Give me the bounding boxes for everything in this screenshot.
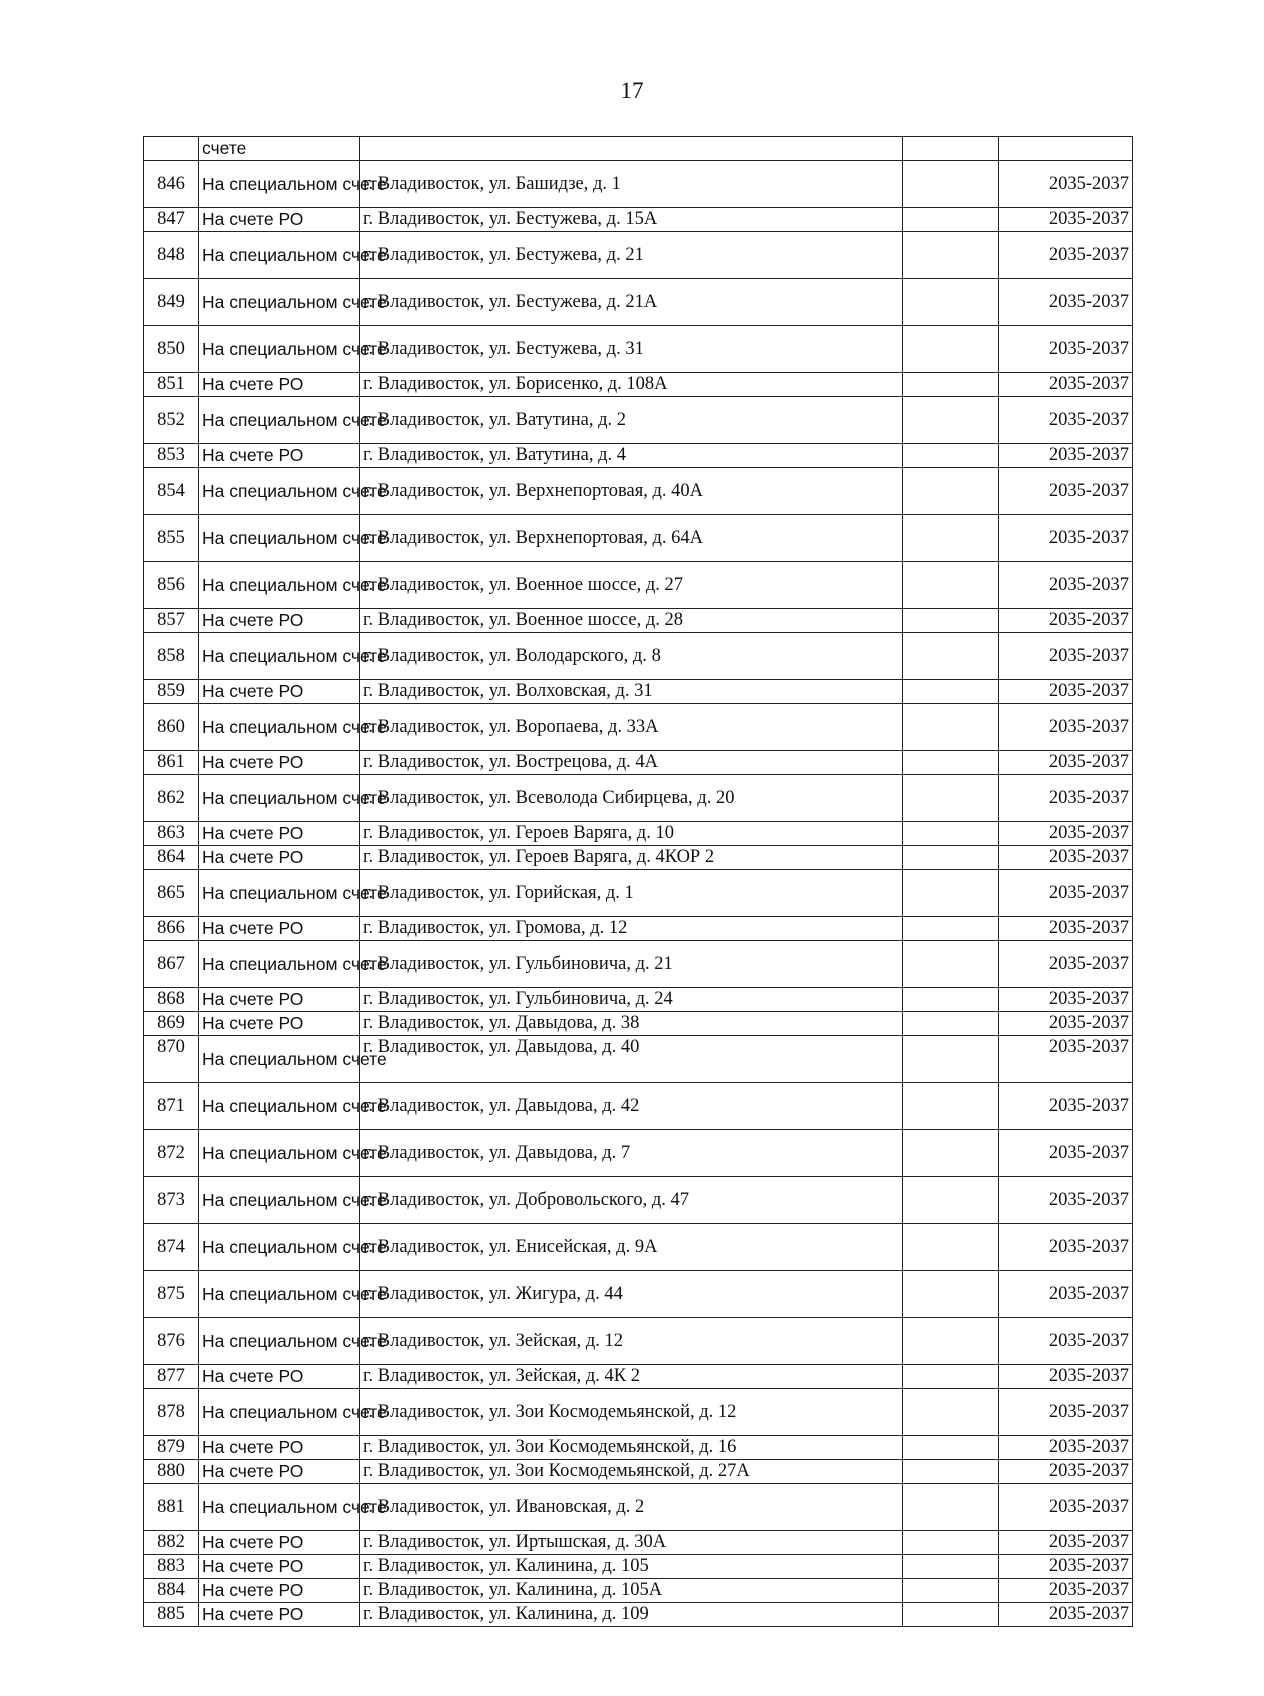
period: 2035-2037 bbox=[999, 1012, 1133, 1036]
table-row bbox=[144, 680, 1133, 704]
row-number: 846 bbox=[144, 161, 199, 208]
empty-cell bbox=[903, 468, 999, 515]
row-number: 883 bbox=[144, 1555, 199, 1579]
account-type: На счете РО bbox=[199, 917, 360, 941]
account-type: На специальном счете bbox=[199, 870, 360, 917]
empty-cell bbox=[903, 870, 999, 917]
table-row bbox=[144, 1271, 1133, 1318]
account-type: На специальном счете bbox=[199, 279, 360, 326]
account-type: На специальном счете bbox=[199, 1389, 360, 1436]
address: г. Владивосток, ул. Калинина, д. 109 bbox=[360, 1603, 903, 1627]
row-number: 850 bbox=[144, 326, 199, 373]
address: г. Владивосток, ул. Военное шоссе, д. 27 bbox=[360, 562, 903, 609]
address: г. Владивосток, ул. Бестужева, д. 21 bbox=[360, 232, 903, 279]
period: 2035-2037 bbox=[999, 704, 1133, 751]
period: 2035-2037 bbox=[999, 1531, 1133, 1555]
period: 2035-2037 bbox=[999, 941, 1133, 988]
empty-cell bbox=[903, 1036, 999, 1083]
period: 2035-2037 bbox=[999, 1318, 1133, 1365]
address: г. Владивосток, ул. Верхнепортовая, д. 40А bbox=[360, 468, 903, 515]
row-number: 881 bbox=[144, 1484, 199, 1531]
page-number: 17 bbox=[620, 78, 644, 103]
account-type: На счете РО bbox=[199, 988, 360, 1012]
empty-cell bbox=[903, 1177, 999, 1224]
table-row bbox=[144, 326, 1133, 373]
period: 2035-2037 bbox=[999, 279, 1133, 326]
table-row bbox=[144, 1083, 1133, 1130]
address: г. Владивосток, ул. Давыдова, д. 40 bbox=[360, 1036, 903, 1083]
period: 2035-2037 bbox=[999, 1083, 1133, 1130]
table-row bbox=[144, 562, 1133, 609]
table-row bbox=[144, 373, 1133, 397]
account-type: На специальном счете bbox=[199, 161, 360, 208]
account-type: На специальном счете bbox=[199, 1224, 360, 1271]
empty-cell bbox=[903, 1436, 999, 1460]
row-number: 858 bbox=[144, 633, 199, 680]
address: г. Владивосток, ул. Бестужева, д. 15А bbox=[360, 208, 903, 232]
empty-cell bbox=[903, 1012, 999, 1036]
table-row bbox=[144, 1177, 1133, 1224]
address: г. Владивосток, ул. Давыдова, д. 42 bbox=[360, 1083, 903, 1130]
row-number: 867 bbox=[144, 941, 199, 988]
account-type: На специальном счете bbox=[199, 1484, 360, 1531]
address: г. Владивосток, ул. Волховская, д. 31 bbox=[360, 680, 903, 704]
empty-cell bbox=[903, 562, 999, 609]
empty-cell bbox=[903, 1389, 999, 1436]
address: г. Владивосток, ул. Калинина, д. 105 bbox=[360, 1555, 903, 1579]
address: г. Владивосток, ул. Военное шоссе, д. 28 bbox=[360, 609, 903, 633]
account-type: На счете РО bbox=[199, 846, 360, 870]
address: г. Владивосток, ул. Громова, д. 12 bbox=[360, 917, 903, 941]
row-number: 862 bbox=[144, 775, 199, 822]
account-type: На специальном счете bbox=[199, 468, 360, 515]
empty-cell bbox=[903, 515, 999, 562]
empty-cell bbox=[903, 704, 999, 751]
table-row bbox=[144, 208, 1133, 232]
address: г. Владивосток, ул. Жигура, д. 44 bbox=[360, 1271, 903, 1318]
row-number: 869 bbox=[144, 1012, 199, 1036]
account-type: На специальном счете bbox=[199, 515, 360, 562]
empty-cell bbox=[903, 444, 999, 468]
account-type: На счете РО bbox=[199, 1460, 360, 1484]
address: г. Владивосток, ул. Верхнепортовая, д. 64А bbox=[360, 515, 903, 562]
empty-cell bbox=[903, 1603, 999, 1627]
row-number: 854 bbox=[144, 468, 199, 515]
table-row bbox=[144, 1389, 1133, 1436]
address: г. Владивосток, ул. Давыдова, д. 38 bbox=[360, 1012, 903, 1036]
table-row bbox=[144, 515, 1133, 562]
row-number: 865 bbox=[144, 870, 199, 917]
account-type: На специальном счете bbox=[199, 326, 360, 373]
table-row bbox=[144, 1531, 1133, 1555]
table-row bbox=[144, 468, 1133, 515]
address: г. Владивосток, ул. Иртышская, д. 30А bbox=[360, 1531, 903, 1555]
period: 2035-2037 bbox=[999, 208, 1133, 232]
table-row bbox=[144, 1579, 1133, 1603]
period: 2035-2037 bbox=[999, 680, 1133, 704]
table-row bbox=[144, 397, 1133, 444]
empty-cell bbox=[903, 161, 999, 208]
table-row bbox=[144, 1436, 1133, 1460]
address: г. Владивосток, ул. Зейская, д. 12 bbox=[360, 1318, 903, 1365]
account-type: На специальном счете bbox=[199, 1083, 360, 1130]
address: г. Владивосток, ул. Гульбиновича, д. 21 bbox=[360, 941, 903, 988]
row-number: 864 bbox=[144, 846, 199, 870]
account-type: На специальном счете bbox=[199, 1271, 360, 1318]
row-number bbox=[144, 137, 199, 161]
period: 2035-2037 bbox=[999, 1271, 1133, 1318]
account-type: На счете РО bbox=[199, 1531, 360, 1555]
account-type: счете bbox=[199, 137, 360, 161]
period: 2035-2037 bbox=[999, 397, 1133, 444]
address: г. Владивосток, ул. Гульбиновича, д. 24 bbox=[360, 988, 903, 1012]
period: 2035-2037 bbox=[999, 609, 1133, 633]
row-number: 852 bbox=[144, 397, 199, 444]
address: г. Владивосток, ул. Вострецова, д. 4А bbox=[360, 751, 903, 775]
account-type: На специальном счете bbox=[199, 1036, 360, 1083]
period: 2035-2037 bbox=[999, 1130, 1133, 1177]
empty-cell bbox=[903, 609, 999, 633]
empty-cell bbox=[903, 1555, 999, 1579]
empty-cell bbox=[903, 846, 999, 870]
account-type: На специальном счете bbox=[199, 1130, 360, 1177]
row-number: 849 bbox=[144, 279, 199, 326]
period: 2035-2037 bbox=[999, 1555, 1133, 1579]
account-type: На счете РО bbox=[199, 1012, 360, 1036]
empty-cell bbox=[903, 397, 999, 444]
period: 2035-2037 bbox=[999, 562, 1133, 609]
period: 2035-2037 bbox=[999, 1484, 1133, 1531]
empty-cell bbox=[903, 680, 999, 704]
table-row bbox=[144, 279, 1133, 326]
housing-registry-table bbox=[143, 136, 1133, 1627]
empty-cell bbox=[903, 751, 999, 775]
table-row bbox=[144, 444, 1133, 468]
row-number: 859 bbox=[144, 680, 199, 704]
row-number: 875 bbox=[144, 1271, 199, 1318]
account-type: На счете РО bbox=[199, 444, 360, 468]
period: 2035-2037 bbox=[999, 515, 1133, 562]
empty-cell bbox=[903, 208, 999, 232]
table-row bbox=[144, 1555, 1133, 1579]
account-type: На счете РО bbox=[199, 609, 360, 633]
account-type: На счете РО bbox=[199, 1603, 360, 1627]
table-row bbox=[144, 917, 1133, 941]
account-type: На специальном счете bbox=[199, 775, 360, 822]
table-row bbox=[144, 846, 1133, 870]
table-row bbox=[144, 1036, 1133, 1083]
period: 2035-2037 bbox=[999, 846, 1133, 870]
period: 2035-2037 bbox=[999, 161, 1133, 208]
table-row bbox=[144, 751, 1133, 775]
period: 2035-2037 bbox=[999, 822, 1133, 846]
empty-cell bbox=[903, 633, 999, 680]
period: 2035-2037 bbox=[999, 232, 1133, 279]
row-number: 863 bbox=[144, 822, 199, 846]
table-row bbox=[144, 232, 1133, 279]
account-type: На счете РО bbox=[199, 822, 360, 846]
row-number: 866 bbox=[144, 917, 199, 941]
account-type: На счете РО bbox=[199, 1579, 360, 1603]
address: г. Владивосток, ул. Всеволода Сибирцева, д. 20 bbox=[360, 775, 903, 822]
row-number: 851 bbox=[144, 373, 199, 397]
account-type: На счете РО bbox=[199, 680, 360, 704]
address: г. Владивосток, ул. Бестужева, д. 21А bbox=[360, 279, 903, 326]
account-type: На специальном счете bbox=[199, 562, 360, 609]
table-row bbox=[144, 988, 1133, 1012]
account-type: На специальном счете bbox=[199, 232, 360, 279]
period: 2035-2037 bbox=[999, 775, 1133, 822]
address: г. Владивосток, ул. Борисенко, д. 108А bbox=[360, 373, 903, 397]
table-row bbox=[144, 609, 1133, 633]
row-number: 871 bbox=[144, 1083, 199, 1130]
row-number: 848 bbox=[144, 232, 199, 279]
empty-cell bbox=[903, 373, 999, 397]
empty-cell bbox=[903, 988, 999, 1012]
address: г. Владивосток, ул. Енисейская, д. 9А bbox=[360, 1224, 903, 1271]
table-row bbox=[144, 1130, 1133, 1177]
empty-cell bbox=[903, 1460, 999, 1484]
period: 2035-2037 bbox=[999, 917, 1133, 941]
empty-cell bbox=[903, 1579, 999, 1603]
address: г. Владивосток, ул. Володарского, д. 8 bbox=[360, 633, 903, 680]
table-row bbox=[144, 161, 1133, 208]
address: г. Владивосток, ул. Зои Космодемьянской, д. 12 bbox=[360, 1389, 903, 1436]
row-number: 880 bbox=[144, 1460, 199, 1484]
registry-body bbox=[144, 137, 1133, 1627]
period: 2035-2037 bbox=[999, 468, 1133, 515]
period: 2035-2037 bbox=[999, 870, 1133, 917]
empty-cell bbox=[903, 822, 999, 846]
row-number: 874 bbox=[144, 1224, 199, 1271]
table-row bbox=[144, 941, 1133, 988]
account-type: На специальном счете bbox=[199, 941, 360, 988]
continuation-row bbox=[144, 137, 1133, 161]
address: г. Владивосток, ул. Ватутина, д. 2 bbox=[360, 397, 903, 444]
period: 2035-2037 bbox=[999, 1177, 1133, 1224]
row-number: 872 bbox=[144, 1130, 199, 1177]
table-row bbox=[144, 822, 1133, 846]
row-number: 870 bbox=[144, 1036, 199, 1083]
row-number: 878 bbox=[144, 1389, 199, 1436]
period: 2035-2037 bbox=[999, 1389, 1133, 1436]
address: г. Владивосток, ул. Башидзе, д. 1 bbox=[360, 161, 903, 208]
period: 2035-2037 bbox=[999, 633, 1133, 680]
address: г. Владивосток, ул. Героев Варяга, д. 4КОР 2 bbox=[360, 846, 903, 870]
row-number: 884 bbox=[144, 1579, 199, 1603]
account-type: На счете РО bbox=[199, 751, 360, 775]
address: г. Владивосток, ул. Бестужева, д. 31 bbox=[360, 326, 903, 373]
row-number: 876 bbox=[144, 1318, 199, 1365]
account-type: На специальном счете bbox=[199, 633, 360, 680]
empty-cell bbox=[903, 1271, 999, 1318]
period: 2035-2037 bbox=[999, 444, 1133, 468]
period bbox=[999, 137, 1133, 161]
period: 2035-2037 bbox=[999, 988, 1133, 1012]
table-row bbox=[144, 1365, 1133, 1389]
table-row bbox=[144, 1012, 1133, 1036]
address: г. Владивосток, ул. Зои Космодемьянской, д. 27А bbox=[360, 1460, 903, 1484]
address: г. Владивосток, ул. Горийская, д. 1 bbox=[360, 870, 903, 917]
row-number: 857 bbox=[144, 609, 199, 633]
empty-cell bbox=[903, 137, 999, 161]
empty-cell bbox=[903, 1484, 999, 1531]
account-type: На специальном счете bbox=[199, 397, 360, 444]
account-type: На счете РО bbox=[199, 1365, 360, 1389]
period: 2035-2037 bbox=[999, 1224, 1133, 1271]
empty-cell bbox=[903, 1083, 999, 1130]
address: г. Владивосток, ул. Калинина, д. 105А bbox=[360, 1579, 903, 1603]
empty-cell bbox=[903, 1531, 999, 1555]
address: г. Владивосток, ул. Героев Варяга, д. 10 bbox=[360, 822, 903, 846]
account-type: На счете РО bbox=[199, 373, 360, 397]
table-row bbox=[144, 704, 1133, 751]
row-number: 860 bbox=[144, 704, 199, 751]
empty-cell bbox=[903, 232, 999, 279]
empty-cell bbox=[903, 1318, 999, 1365]
account-type: На счете РО bbox=[199, 208, 360, 232]
empty-cell bbox=[903, 1365, 999, 1389]
account-type: На счете РО bbox=[199, 1555, 360, 1579]
empty-cell bbox=[903, 775, 999, 822]
account-type: На специальном счете bbox=[199, 1177, 360, 1224]
table-row bbox=[144, 1484, 1133, 1531]
address: г. Владивосток, ул. Ватутина, д. 4 bbox=[360, 444, 903, 468]
account-type: На специальном счете bbox=[199, 704, 360, 751]
period: 2035-2037 bbox=[999, 1436, 1133, 1460]
row-number: 879 bbox=[144, 1436, 199, 1460]
address: г. Владивосток, ул. Ивановская, д. 2 bbox=[360, 1484, 903, 1531]
row-number: 861 bbox=[144, 751, 199, 775]
empty-cell bbox=[903, 1130, 999, 1177]
empty-cell bbox=[903, 1224, 999, 1271]
table-row bbox=[144, 1318, 1133, 1365]
period: 2035-2037 bbox=[999, 751, 1133, 775]
period: 2035-2037 bbox=[999, 1603, 1133, 1627]
period: 2035-2037 bbox=[999, 1460, 1133, 1484]
period: 2035-2037 bbox=[999, 1036, 1133, 1083]
row-number: 855 bbox=[144, 515, 199, 562]
row-number: 882 bbox=[144, 1531, 199, 1555]
empty-cell bbox=[903, 279, 999, 326]
address bbox=[360, 137, 903, 161]
period: 2035-2037 bbox=[999, 1365, 1133, 1389]
period: 2035-2037 bbox=[999, 1579, 1133, 1603]
account-type: На счете РО bbox=[199, 1436, 360, 1460]
address: г. Владивосток, ул. Воропаева, д. 33А bbox=[360, 704, 903, 751]
row-number: 856 bbox=[144, 562, 199, 609]
row-number: 885 bbox=[144, 1603, 199, 1627]
period: 2035-2037 bbox=[999, 373, 1133, 397]
account-type: На специальном счете bbox=[199, 1318, 360, 1365]
empty-cell bbox=[903, 326, 999, 373]
row-number: 877 bbox=[144, 1365, 199, 1389]
table-row bbox=[144, 1603, 1133, 1627]
row-number: 868 bbox=[144, 988, 199, 1012]
row-number: 853 bbox=[144, 444, 199, 468]
address: г. Владивосток, ул. Добровольского, д. 47 bbox=[360, 1177, 903, 1224]
address: г. Владивосток, ул. Зейская, д. 4К 2 bbox=[360, 1365, 903, 1389]
empty-cell bbox=[903, 917, 999, 941]
row-number: 847 bbox=[144, 208, 199, 232]
address: г. Владивосток, ул. Зои Космодемьянской, д. 16 bbox=[360, 1436, 903, 1460]
table-row bbox=[144, 633, 1133, 680]
period: 2035-2037 bbox=[999, 326, 1133, 373]
row-number: 873 bbox=[144, 1177, 199, 1224]
address: г. Владивосток, ул. Давыдова, д. 7 bbox=[360, 1130, 903, 1177]
table-row bbox=[144, 1224, 1133, 1271]
table-row bbox=[144, 870, 1133, 917]
table-row bbox=[144, 775, 1133, 822]
empty-cell bbox=[903, 941, 999, 988]
table-row bbox=[144, 1460, 1133, 1484]
